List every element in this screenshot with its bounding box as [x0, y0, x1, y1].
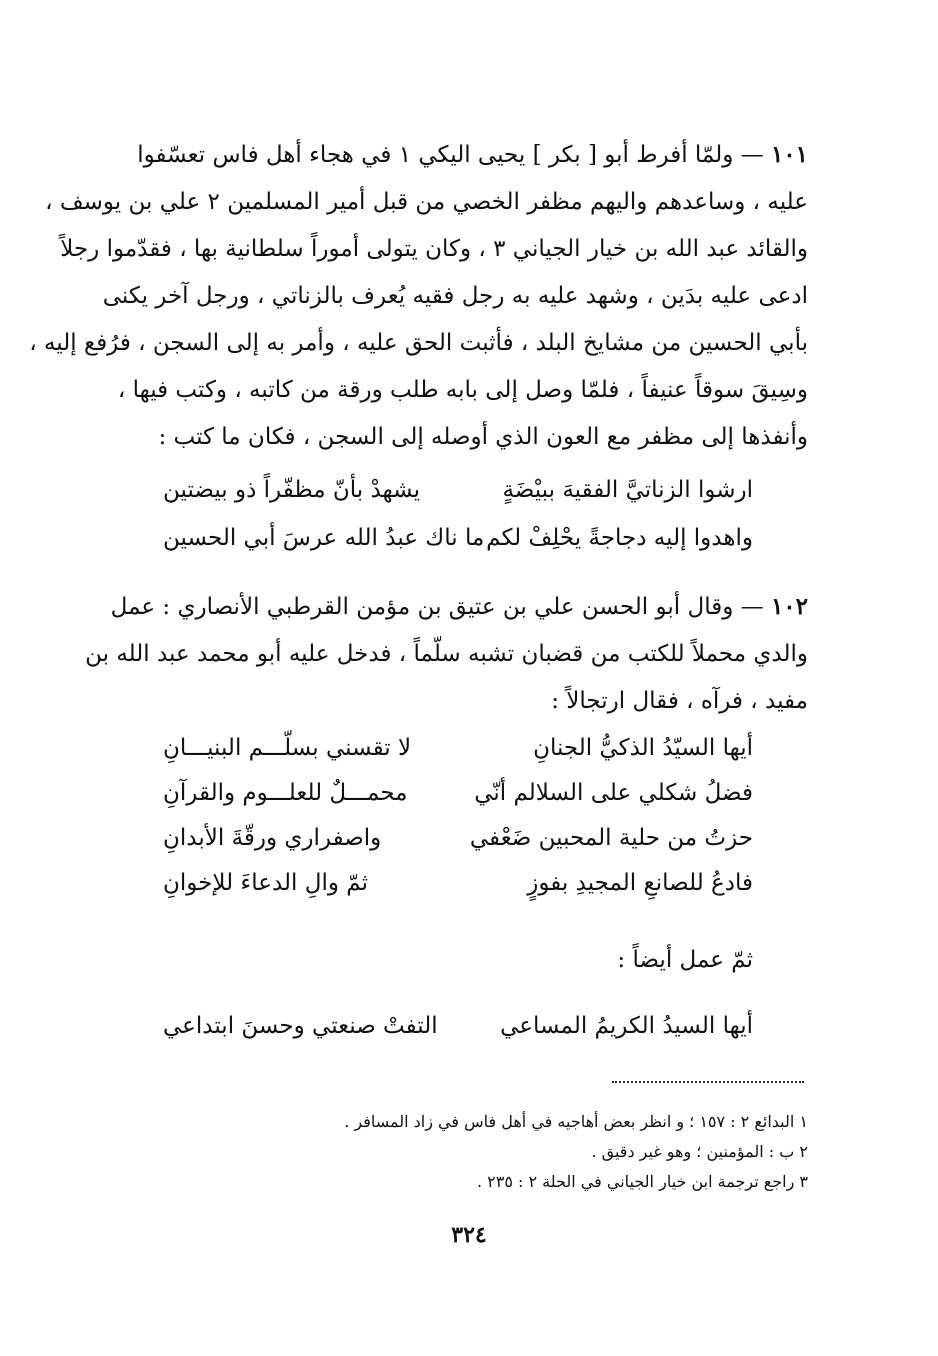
- hemistich-second: واصفراري ورقّةَ الأبدانِ: [163, 825, 382, 851]
- hemistich-second: ما ناك عبدُ الله عرسَ أبي الحسين: [163, 525, 485, 551]
- hemistich-first: واهدوا إليه دجاجةً يحْلِفْ لكم: [486, 525, 753, 551]
- text-line: والقائد عبد الله بن خيار الجياني ٣ ، وكان يتولى أموراً سلطانية بها ، فقدّموا رجلاً: [60, 236, 808, 262]
- text-line: وأنفذها إلى مظفر مع العون الذي أوصله إلى السجن ، فكان ما كتب :: [158, 424, 808, 450]
- poem-verse: [163, 1004, 753, 1049]
- poem-verse: [163, 726, 753, 771]
- text-line: ادعى عليه بدَين ، وشهد عليه به رجل فقيه يُعرف بالزناتي ، ورجل آخر يكنى: [102, 283, 808, 309]
- poem-verse: [163, 514, 753, 562]
- hemistich-second: محمـــلٌ للعلـــوم والقرآنِ: [163, 780, 408, 806]
- poem-verse: [163, 816, 753, 861]
- hemistich-second: يشهدْ بأنّ مظفّراً ذو بيضتين: [163, 477, 421, 503]
- poem-intro: ثمّ عمل أيضاً :: [617, 947, 753, 973]
- hemistich-first: حزتُ من حلية المحبين ضَعْفي: [469, 825, 753, 851]
- text-line: عليه ، وساعدهم واليهم مظفر الخصي من قبل أمير المسلمين ٢ علي بن يوسف ،: [45, 189, 808, 215]
- page-number: ٣٢٤: [451, 1222, 487, 1248]
- poem-102: [163, 726, 753, 906]
- hemistich-first: أيها السيّدُ الذكيُّ الجنانِ: [533, 735, 753, 761]
- footnote: ٣ راجع ترجمة ابن خيار الجياني في الحلة ٢ : ٢٣٥ .: [476, 1172, 808, 1191]
- text-line: وسِيقَ سوقاً عنيفاً ، فلمّا وصل إلى بابه طلب ورقة من كاتبه ، وكتب فيها ،: [117, 377, 808, 403]
- text-line: مفيد ، فرآه ، فقال ارتجالاً :: [551, 688, 808, 714]
- footnote: ٢ ب : المؤمنين ؛ وهو غير دقيق .: [591, 1142, 808, 1161]
- poem-101: [163, 466, 753, 562]
- paragraph-102: [85, 583, 808, 725]
- poem-followup: [163, 1004, 753, 1049]
- footnote-divider: [612, 1081, 804, 1083]
- text-line: بأبي الحسين من مشايخ البلد ، فأثبت الحق عليه ، وأمر به إلى السجن ، فرُفع إليه ،: [29, 330, 808, 356]
- hemistich-first: أيها السيدُ الكريمُ المساعي: [500, 1013, 753, 1039]
- section-number: ١٠١: [770, 141, 808, 168]
- text-line: والدي محملاً للكتب من قضبان تشبه سلّماً ، فدخل عليه أبو محمد عبد الله بن: [85, 641, 808, 667]
- hemistich-second: لا تقسني بسلّـــم البنيـــانِ: [163, 735, 412, 761]
- footnotes: [128, 1107, 808, 1197]
- poem-verse: [163, 861, 753, 906]
- hemistich-first: ارشوا الزناتيَّ الفقيهَ ببيْضَةٍ: [502, 477, 753, 503]
- hemistich-second: ثمّ والِ الدعاءَ للإخوانِ: [163, 870, 368, 896]
- poem-verse: [163, 466, 753, 514]
- section-number: ١٠٢: [770, 593, 808, 620]
- poem-verse: [163, 771, 753, 816]
- text-line: ١٠٢ — وقال أبو الحسن علي بن عتيق بن مؤمن القرطبي الأنصاري : عمل: [110, 593, 808, 620]
- hemistich-first: فادعُ للصانعِ المجيدِ بفوزٍ: [527, 870, 753, 896]
- text-line: ١٠١ — ولمّا أفرط أبو [ بكر ] يحيى اليكي ١ في هجاء أهل فاس تعسّفوا: [137, 141, 808, 168]
- paragraph-101: [29, 131, 808, 461]
- footnote: ١ البدائع ٢ : ١٥٧ ؛ و انظر بعض أهاجيه في أهل فاس في زاد المسافر .: [344, 1112, 808, 1131]
- hemistich-second: التفتْ صنعتي وحسنَ ابتداعي: [163, 1013, 438, 1039]
- hemistich-first: فضلُ شكلي على السلالم أنّي: [474, 780, 753, 806]
